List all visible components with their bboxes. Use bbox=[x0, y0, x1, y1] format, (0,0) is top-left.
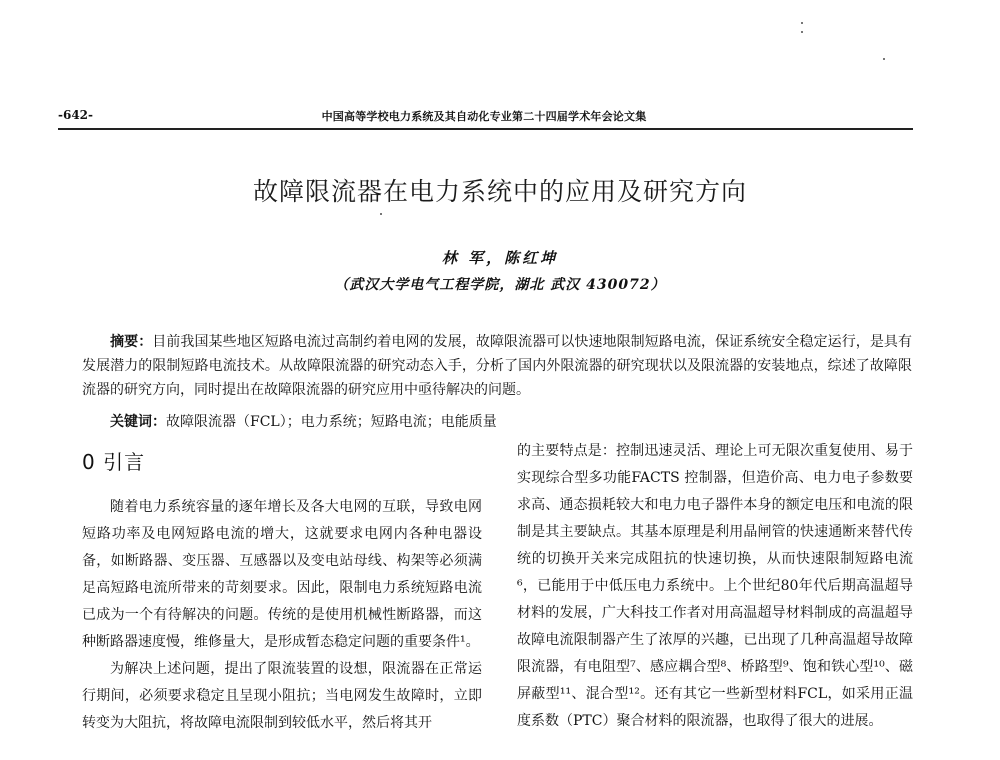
abstract-label: 摘要： bbox=[110, 334, 153, 350]
keywords-text: 故障限流器（FCL）；电力系统；短路电流；电能质量 bbox=[166, 414, 497, 430]
header-rule bbox=[58, 128, 913, 130]
keywords bbox=[110, 410, 912, 434]
page-header bbox=[58, 108, 910, 128]
body-paragraph: 的主要特点是：控制迅速灵活、理论上可无限次重复使用、易于实现综合型多功能FACTS 控制器，但造价高、电力电子参数要求高、通态损耗较大和电力电子器件本身的额定电压和电流的限制是其主要缺点。其基本原理是利用晶闸管的快速通断来替代传统的切换开关来完成阻抗的快速切换，从而快速限制短路电流⁶，已能用于中低压电力系统中。上个世纪80年代后期高温超导材料的发展，广大科技工作者对用高温超导材料制成的高温超导故障电流限制器产生了浓厚的兴趣，已出现了几种高温超导故障限流器，有电阻型⁷、感应耦合型⁸、桥路型⁹、饱和铁心型¹⁰、磁屏蔽型¹¹、混合型¹²。还有其它一些新型材料FCL，如采用正温度系数（PTC）聚合材料的限流器，也取得了很大的进展。 bbox=[517, 443, 913, 729]
page-number: -642- bbox=[58, 108, 94, 122]
abstract-text: 目前我国某些地区短路电流过高制约着电网的发展，故障限流器可以快速地限制短路电流，保证系统安全稳定运行，是具有发展潜力的限制短路电流技术。从故障限流器的研究动态入手，分析了国内外限流器的研究现状以及限流器的安装地点，综述了故障限流器的研究方向，同时提出在故障限流器的研究应用中亟待解决的问题。 bbox=[82, 334, 912, 398]
paper-affiliation: （武汉大学电气工程学院，湖北 武汉 430072） bbox=[334, 277, 666, 293]
body-paragraph: 为解决上述问题，提出了限流装置的设想，限流器在正常运行期间，必须要求稳定且呈现小阻抗；当电网发生故障时，立即转变为大阻抗，将故障电流限制到较低水平，然后将其开 bbox=[82, 661, 482, 731]
paper-authors: 林 军，陈红坤 bbox=[441, 249, 559, 267]
keywords-label: 关键词： bbox=[110, 414, 166, 430]
paper-title: 故障限流器在电力系统中的应用及研究方向 bbox=[252, 177, 747, 206]
abstract bbox=[82, 330, 912, 402]
scan-speck bbox=[801, 31, 803, 33]
body-paragraph: 随着电力系统容量的逐年增长及各大电网的互联，导致电网短路功率及电网短路电流的增大，这就要求电网内各种电器设备，如断路器、变压器、互感器以及变电站母线、构架等必须满足高短路电流所带来的苛刻要求。因此，限制电力系统短路电流已成为一个有待解决的问题。传统的是使用机械性断路器，而这种断路器速度慢，维修量大，是形成暂态稳定问题的重要条件¹。 bbox=[82, 499, 482, 650]
section-heading: 0 引言 bbox=[82, 450, 146, 474]
scan-speck bbox=[801, 22, 803, 24]
scan-speck bbox=[380, 213, 382, 215]
right-column bbox=[517, 438, 913, 735]
left-column bbox=[82, 446, 482, 737]
scan-speck bbox=[883, 58, 885, 60]
running-head: 中国高等学校电力系统及其自动化专业第二十四届学术年会论文集 bbox=[321, 110, 647, 123]
